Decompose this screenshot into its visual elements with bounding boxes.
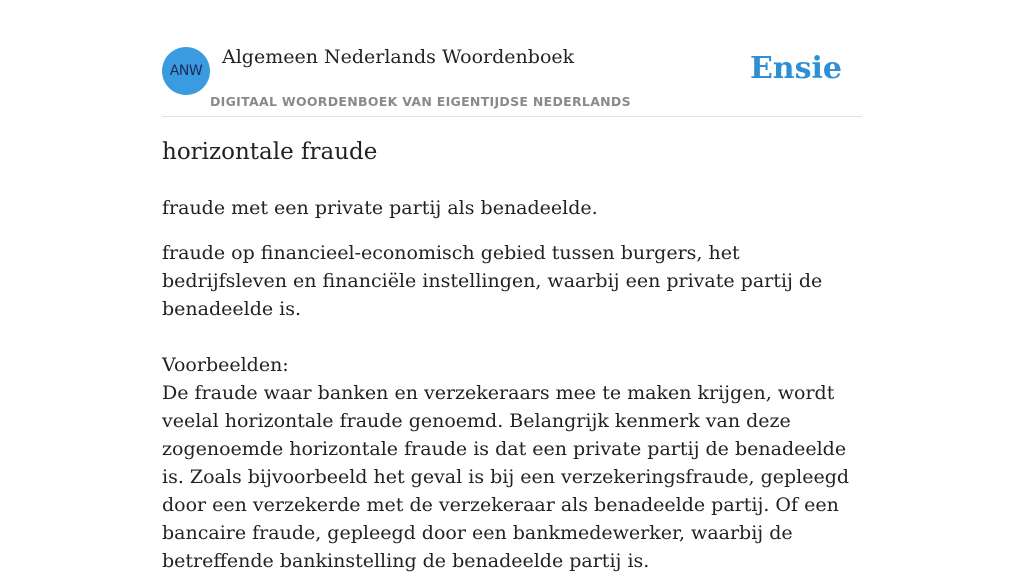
anw-logo[interactable] [162, 47, 210, 95]
long-definition-block [162, 239, 862, 575]
site-subtitle: DIGITAAL WOORDENBOEK VAN EIGENTIJDSE NEDERLANDS [210, 94, 631, 109]
examples-label: Voorbeelden: [162, 354, 289, 376]
entry-headword: horizontale fraude [162, 139, 378, 165]
site-title[interactable]: Algemeen Nederlands Woordenboek [222, 46, 575, 68]
site-header [162, 0, 862, 117]
example-text: De fraude waar banken en verzekeraars mee te maken krijgen, wordt veelal horizontale fraude genoemd. Belangrijk kenmerk van deze zogenoemde horizontale fraude is dat een private partij de benadeelde is. Zoals bijvoorbeeld het geval is bij een verzekeringsfraude, gepleegd door een verzekerde met de verzekeraar als benadeelde partij. Of een bancaire fraude, gepleegd door een bankmedewerker, waarbij de betreffende bankinstelling de benadeelde partij is. [162, 382, 850, 572]
long-definition: fraude op financieel-economisch gebied tussen burgers, het bedrijfsleven en financiële instellingen, waarbij een private partij de benadeelde is. [162, 242, 823, 320]
short-definition: fraude met een private partij als benadeelde. [162, 197, 598, 219]
page [162, 0, 862, 572]
logo-text: ANW [169, 63, 203, 79]
ensie-brand-link[interactable]: Ensie [749, 51, 842, 86]
